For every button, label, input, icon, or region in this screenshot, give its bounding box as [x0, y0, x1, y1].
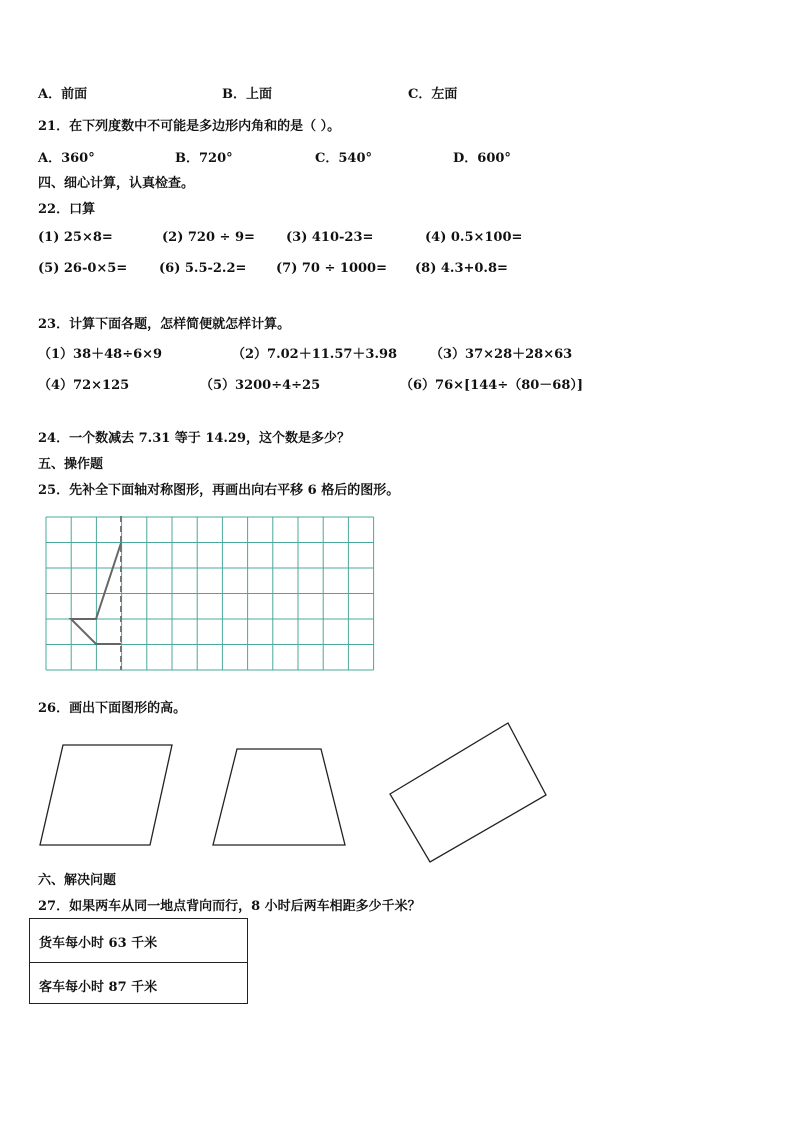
q23-title: 23．计算下面各题，怎样简便就怎样计算。 — [38, 317, 291, 332]
q21-option-b: B．720° — [175, 151, 233, 166]
q24-question: 24．一个数减去 7.31 等于 14.29，这个数是多少？ — [38, 431, 351, 446]
q23-item-3: （3）37×28＋28×63 — [430, 347, 573, 362]
q22-item-6: (6) 5.5-2.2= — [159, 261, 247, 276]
q25-question: 25．先补全下面轴对称图形，再画出向右平移 6 格后的图形。 — [38, 483, 400, 498]
symmetry-grid — [45, 516, 377, 672]
table-row — [30, 962, 247, 1004]
table-row — [30, 919, 247, 961]
bus-speed-text: 客车每小时 87 千米 — [39, 980, 158, 995]
q22-item-8: (8) 4.3+0.8= — [415, 261, 508, 276]
q23-item-1: （1）38＋48÷6×9 — [38, 347, 163, 362]
q22-item-2: (2) 720 ÷ 9= — [162, 230, 255, 245]
q20-option-b: B．上面 — [222, 87, 272, 102]
trapezoid-shape — [213, 749, 345, 845]
q21-option-d: D．600° — [453, 151, 511, 166]
q22-item-3: (3) 410-23= — [286, 230, 374, 245]
q22-item-4: (4) 0.5×100= — [425, 230, 523, 245]
section-5-heading: 五、操作题 — [38, 457, 104, 472]
q26-question: 26．画出下面图形的高。 — [38, 701, 187, 716]
q20-option-c: C．左面 — [408, 87, 458, 102]
q23-item-6: （6）76×[144÷（80－68）] — [400, 378, 584, 393]
parallelogram-shape — [40, 745, 172, 845]
q23-item-5: （5）3200÷4÷25 — [200, 378, 321, 393]
q23-item-4: （4）72×125 — [38, 378, 130, 393]
section-4-heading: 四、细心计算，认真检查。 — [38, 176, 195, 191]
q22-item-7: (7) 70 ÷ 1000= — [276, 261, 387, 276]
q20-option-a: A．前面 — [38, 87, 88, 102]
section-6-heading: 六、解决问题 — [38, 873, 117, 888]
q27-question: 27．如果两车从同一地点背向而行，8 小时后两车相距多少千米？ — [38, 899, 421, 914]
rectangle-shape — [390, 723, 546, 862]
q27-table — [29, 918, 248, 1004]
q21-option-c: C．540° — [315, 151, 372, 166]
q22-item-1: (1) 25×8= — [38, 230, 113, 245]
q22-item-5: (5) 26-0×5= — [38, 261, 128, 276]
grid-lines — [46, 517, 374, 670]
q21-option-a: A．360° — [38, 151, 95, 166]
q22-title: 22．口算 — [38, 202, 96, 217]
q21-question: 21．在下列度数中不可能是多边形内角和的是（ ）。 — [38, 119, 341, 134]
truck-speed-text: 货车每小时 63 千米 — [39, 936, 158, 951]
height-figures — [0, 715, 600, 865]
q23-item-2: （2）7.02＋11.57＋3.98 — [232, 347, 398, 362]
